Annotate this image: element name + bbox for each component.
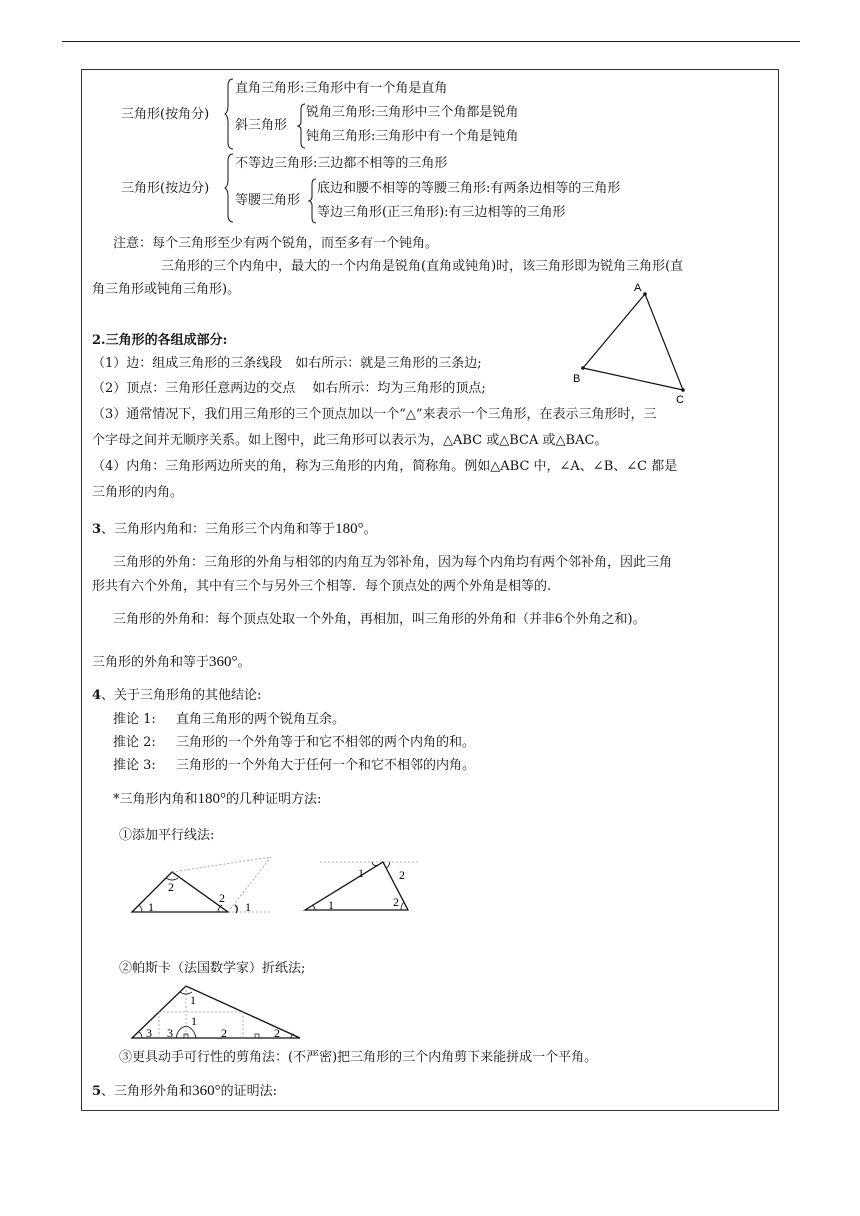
corollary-2-label: 推论 2: (113, 735, 156, 750)
section2-item3-line2: 个字母之间并无顺序关系。如上图中，此三角形可以表示为，△ABC 或△BCA 或△BAC。 (92, 433, 608, 448)
angle-class-right: 直角三角形:三角形中有一个角是直角 (235, 81, 448, 96)
fold-angle-1-label: 1 (190, 993, 196, 1007)
exterior-angle-line1: 三角形的外角：三角形的外角与相邻的内角互为邻补角，因为每个内角均有两个邻补角，因此三角 (113, 555, 673, 570)
section2-item4-line2: 三角形的内角。 (92, 485, 184, 500)
exterior-angle-line2: 形共有六个外角，其中有三个与另外三个相等．每个顶点处的两个外角是相等的. (92, 579, 552, 594)
fold-angle-3-label: 3 (146, 1026, 152, 1040)
vertex-c-label: C (676, 394, 684, 406)
acute-note: 注意：每个三角形至少有两个锐角，而至多有一个钝角。 (113, 236, 439, 251)
fold-angle-3b-label: 3 (167, 1026, 173, 1040)
folding-method-figure (128, 980, 306, 1042)
fold-angle-2b-label: 2 (274, 1026, 280, 1040)
angle-class-root: 三角形(按角分) (121, 107, 210, 122)
side-class-scalene: 不等边三角形:三边都不相等的三角形 (235, 156, 448, 171)
side-class-isosceles: 等腰三角形 (235, 193, 301, 208)
method-3-label: ③更具动手可行性的剪角法：(不严密)把三角形的三个内角剪下来能拼成一个平角。 (119, 1050, 598, 1065)
vertex-b-label: B (573, 373, 581, 385)
fig1-angle-1-label: 1 (148, 900, 154, 914)
fig1-angle-2-label: 2 (168, 880, 174, 894)
angle-class-oblique: 斜三角形 (235, 118, 288, 133)
fig1-angle-1b-label: 1 (245, 900, 251, 914)
method-2-label: ②帕斯卡（法国数学家）折纸法; (119, 961, 306, 976)
angle-class-obtuse: 钝角三角形:三角形中有一个角是钝角 (306, 129, 519, 144)
section2-item1: （1）边：组成三角形的三条线段 如右所示：就是三角形的三条边; (92, 356, 482, 371)
header-rule (62, 41, 800, 42)
fig2-angle-1-label: 1 (328, 898, 334, 912)
fold-angle-2-label: 2 (221, 1026, 227, 1040)
side-class-equilateral: 等边三角形(正三角形):有三边相等的三角形 (317, 205, 566, 220)
corollary-2-text: 三角形的一个外角等于和它不相邻的两个内角的和。 (176, 735, 476, 750)
vertex-a-label: A (634, 282, 642, 294)
section5-title: 5、三角形外角和360°的证明法: (92, 1083, 277, 1099)
section4-title: 4、关于三角形角的其他结论: (92, 688, 262, 703)
parallel-line-figure-1 (125, 855, 275, 917)
largest-angle-line1: 三角形的三个内角中，最大的一个内角是锐角(直角或钝角)时，该三角形即为锐角三角形(直 (161, 259, 684, 274)
fig1-angle-2b-label: 2 (219, 891, 225, 905)
fig2-angle-1b-label: 1 (358, 866, 364, 880)
fig2-angle-2-label: 2 (399, 868, 405, 882)
corollary-1-label: 推论 1: (113, 712, 156, 727)
section2-item2: （2）顶点：三角形任意两边的交点 如右所示：均为三角形的顶点; (92, 381, 486, 396)
exterior-sum-definition: 三角形的外角和：每个顶点处取一个外角，再相加，叫三角形的外角和（并非6个外角之和)。 (113, 611, 646, 627)
section2-item3-line1: （3）通常情况下，我们用三角形的三个顶点加以一个“△”来表示一个三角形，在表示三角形时，三 (92, 407, 657, 422)
proof-intro: *三角形内角和180°的几种证明方法: (113, 791, 322, 807)
largest-angle-line2: 角三角形或钝角三角形)。 (92, 282, 241, 297)
section2-title: 2.三角形的各组成部分: (92, 333, 228, 348)
corollary-3-text: 三角形的一个外角大于任何一个和它不相邻的内角。 (176, 758, 476, 773)
angle-class-acute: 锐角三角形:三角形中三个角都是锐角 (306, 105, 519, 120)
method-1-label: ①添加平行线法: (119, 828, 215, 843)
exterior-sum-value: 三角形的外角和等于360°。 (92, 654, 251, 670)
fold-angle-1b-label: 1 (191, 1014, 197, 1028)
parallel-line-figure-2 (300, 855, 425, 917)
section3-title: 3、三角形内角和：三角形三个内角和等于180°。 (92, 521, 377, 537)
side-class-root: 三角形(按边分) (121, 181, 210, 196)
triangle-abc-figure (570, 282, 700, 406)
fig2-angle-2b-label: 2 (393, 895, 399, 909)
corollary-3-label: 推论 3: (113, 758, 156, 773)
side-class-iso-only: 底边和腰不相等的等腰三角形:有两条边相等的三角形 (317, 181, 621, 196)
corollary-1-text: 直角三角形的两个锐角互余。 (176, 712, 346, 727)
section2-item4-line1: （4）内角：三角形两边所夹的角，称为三角形的内角，简称角。例如△ABC 中，∠A、∠B、∠C 都是 (92, 459, 678, 474)
